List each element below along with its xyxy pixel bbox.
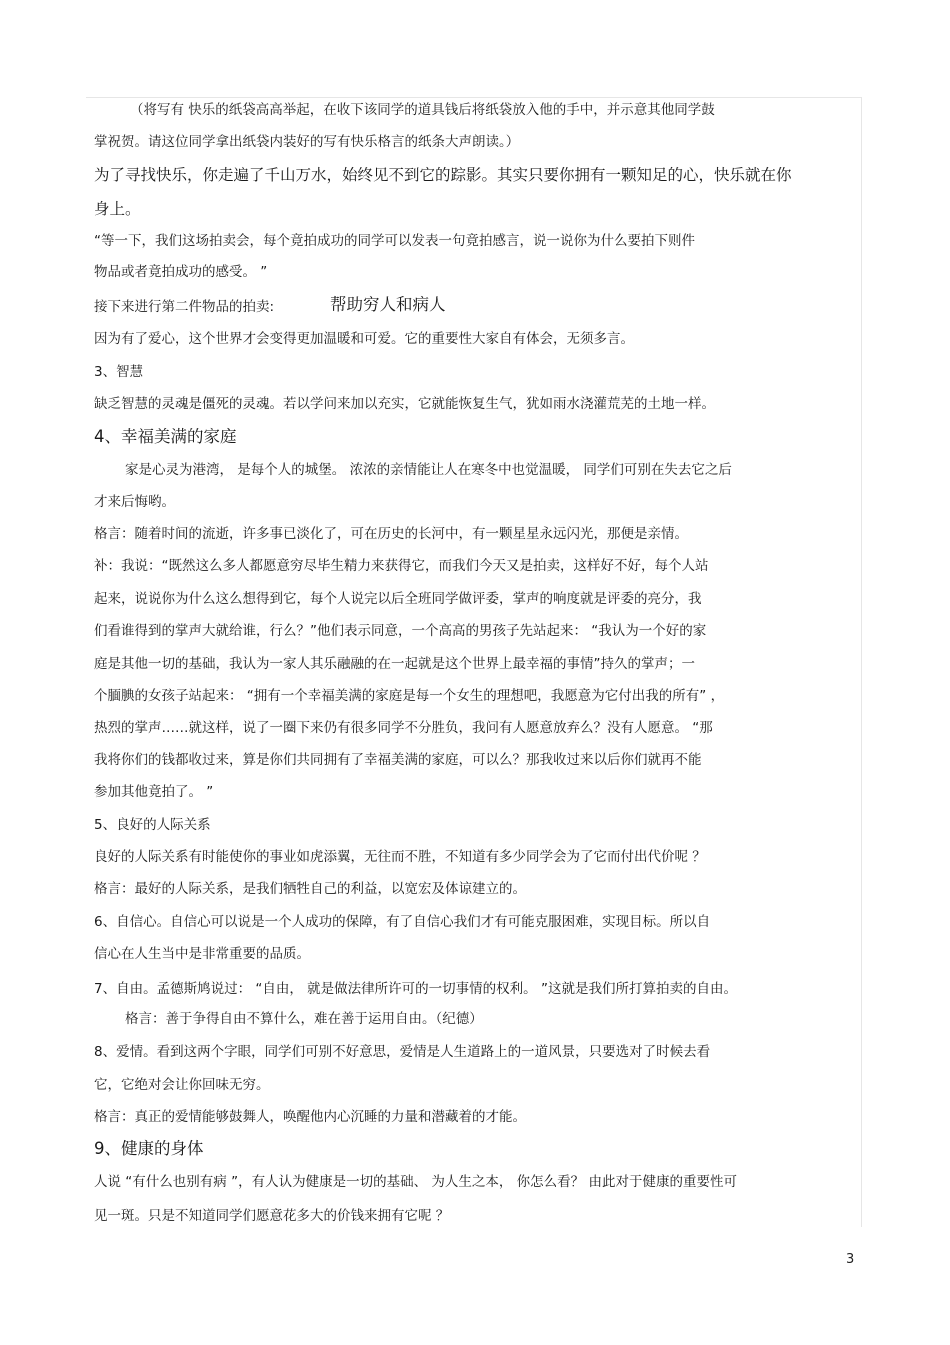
motto-line: 格言：最好的人际关系，是我们牺牲自己的利益，以宽宏及体谅建立的。: [94, 881, 526, 897]
page-number: 3: [846, 1252, 855, 1267]
text-line: 信心在人生当中是非常重要的品质。: [94, 946, 310, 962]
text-line: “等一下，我们这场拍卖会，每个竟拍成功的同学可以发表一句竟拍感言，说一说你为什么要拍下则件: [94, 233, 695, 249]
section-heading: 4、幸福美满的家庭: [94, 427, 237, 446]
section-heading: 9、健康的身体: [94, 1139, 204, 1158]
text-line: 为了寻找快乐，你走遍了千山万水，始终见不到它的踪影。其实只要你拥有一颗知足的心，快乐就在你: [94, 166, 792, 184]
motto-line: 格言：真正的爱情能够鼓舞人，唤醒他内心沉睡的力量和潜藏着的才能。: [94, 1109, 526, 1125]
text-line: 起来，说说你为什么这么想得到它，每个人说完以后全班同学做评委，掌声的响度就是评委的亮分，我: [94, 591, 702, 607]
text-line: 们看谁得到的掌声大就给谁，行么？”他们表示同意，一个高高的男孩子先站起来： “我认为一个好的家: [94, 623, 707, 639]
text-line: 参加其他竟拍了。 ”: [94, 784, 214, 800]
section-heading: 5、良好的人际关系: [94, 817, 211, 833]
section-heading: 3、智慧: [94, 364, 144, 380]
text-line: 家是心灵为港湾， 是每个人的城堡。 浓浓的亲情能让人在寒冬中也觉温暖， 同学们可别在失去它之后: [125, 462, 732, 478]
text-line: 物品或者竟拍成功的感受。 ”: [94, 264, 268, 280]
text-line: 身上。: [94, 200, 141, 218]
motto-line: 格言：善于争得自由不算什么，难在善于运用自由。（纪德）: [125, 1011, 483, 1027]
text-line: 个腼腆的女孩子站起来： “拥有一个幸福美满的家庭是每一个女生的理想吧，我愿意为它付出我的所有” ，: [94, 688, 725, 704]
text-line: 掌祝贺。请这位同学拿出纸袋内装好的写有快乐格言的纸条大声朗读。）: [94, 134, 520, 150]
text-line: 良好的人际关系有时能使你的事业如虎添翼，无往而不胜，不知道有多少同学会为了它而付出代价呢 ？: [94, 849, 706, 865]
text-line: 6、自信心。自信心可以说是一个人成功的保障，有了自信心我们才有可能克服困难，实现目标。所以自: [94, 914, 711, 930]
auction-item-title: 帮助穷人和病人: [330, 295, 446, 314]
text-line: 庭是其他一切的基础，我认为一家人其乐融融的在一起就是这个世界上最幸福的事情”持久的掌声；一: [94, 656, 695, 672]
text-line: 接下来进行第二件物品的拍卖:: [94, 299, 275, 315]
text-line: 缺乏智慧的灵魂是僵死的灵魂。若以学问来加以充实，它就能恢复生气，犹如雨水浇灌荒芜的土地一样。: [94, 396, 715, 412]
text-line: 才来后悔哟。: [94, 494, 175, 510]
text-line: 因为有了爱心，这个世界才会变得更加温暖和可爱。它的重要性大家自有体会，无须多言。: [94, 331, 634, 347]
text-line: 7、自由。孟德斯鸠说过： “自由， 就是做法律所许可的一切事情的权利。 ”这就是我们所打算拍卖的自由。: [94, 981, 737, 997]
text-line: 我将你们的钱都收过来，算是你们共同拥有了幸福美满的家庭，可以么？那我收过来以后你们就再不能: [94, 752, 702, 768]
text-line: 热烈的掌声……就这样，说了一圈下来仍有很多同学不分胜负，我问有人愿意放弃么？没有人愿意。 “那: [94, 720, 713, 736]
text-line: 补：我说：“既然这么多人都愿意穷尽毕生精力来获得它，而我们今天又是拍卖，这样好不好，每个人站: [94, 558, 709, 574]
text-line: 它，它绝对会让你回味无穷。: [94, 1077, 270, 1093]
text-line: 8、爱情。看到这两个字眼，同学们可别不好意思，爱情是人生道路上的一道风景，只要选对了时候去看: [94, 1044, 711, 1060]
text-line: 见一斑。只是不知道同学们愿意花多大的价钱来拥有它呢 ？: [94, 1208, 450, 1224]
motto-line: 格言：随着时间的流逝，许多事已淡化了，可在历史的长河中，有一颗星星永远闪光，那便是亲情。: [94, 526, 688, 542]
text-line: 人说 “有什么也别有病 ”，有人认为健康是一切的基础、 为人生之本， 你怎么看？ 由此对于健康的重要性可: [94, 1174, 737, 1190]
text-line: （将写有 快乐的纸袋高高举起，在收下该同学的道具钱后将纸袋放入他的手中，并示意其他同学鼓: [130, 102, 715, 118]
